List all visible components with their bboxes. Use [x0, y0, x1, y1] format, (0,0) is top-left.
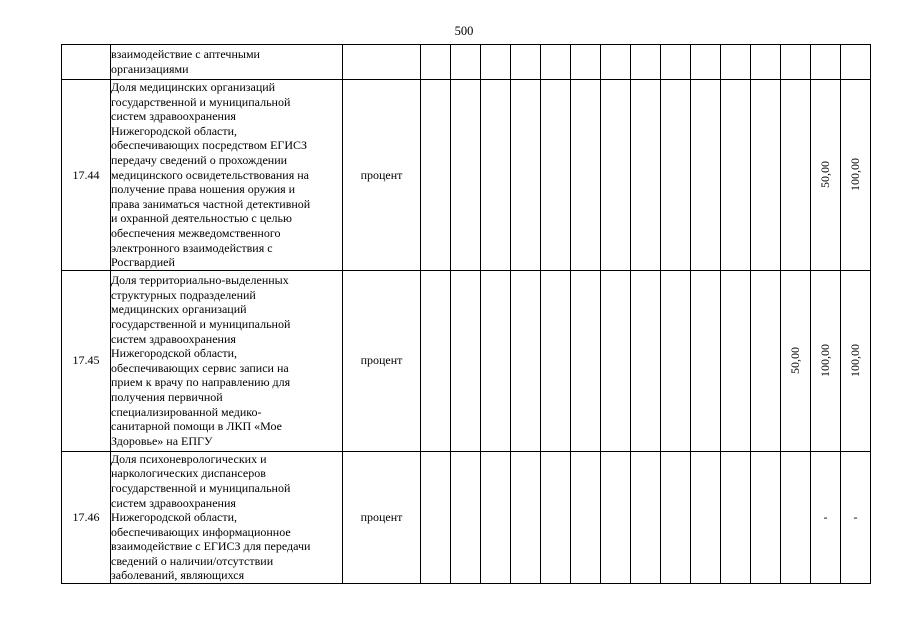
- value-cell: [451, 45, 481, 80]
- indicator-table: [61, 44, 871, 584]
- value-cell: [811, 80, 841, 271]
- indicator-name-line: Нижегородской области,: [111, 510, 238, 525]
- indicator-name-line: специализированной медико-: [111, 404, 262, 419]
- value-cell: [511, 80, 541, 271]
- indicator-name-line: наркологических диспансеров: [111, 466, 266, 481]
- value-cell: [721, 451, 751, 583]
- value-text: 100,00: [848, 158, 863, 192]
- indicator-name-line: обеспечивающих посредством ЕГИСЗ: [111, 138, 308, 153]
- value-cell: [571, 45, 601, 80]
- indicator-name-line: прием к врачу по направлению для: [111, 375, 291, 390]
- indicator-name-line: Росгвардией: [111, 255, 175, 270]
- value-cell: [811, 270, 841, 451]
- value-cell: [841, 45, 871, 80]
- value-cell: [481, 80, 511, 271]
- value-text: 50,00: [818, 161, 833, 189]
- value-cell: [691, 451, 721, 583]
- indicator-name-line: и охранной деятельностью с целью: [111, 211, 292, 226]
- value-cell: [631, 270, 661, 451]
- value-dash: -: [853, 510, 858, 525]
- row-number-cell: 17.44: [62, 80, 111, 271]
- row-number-cell: 17.46: [62, 451, 111, 583]
- indicator-name-line: взаимодействие с аптечными: [111, 47, 260, 62]
- value-cell: [601, 270, 631, 451]
- table-row: [62, 451, 871, 583]
- indicator-name-line: систем здравоохранения: [111, 495, 236, 510]
- value-cell: [451, 270, 481, 451]
- indicator-name-line: систем здравоохранения: [111, 109, 236, 124]
- indicator-name-line: организациями: [111, 62, 189, 76]
- value-cell: [601, 80, 631, 271]
- indicator-name-line: государственной и муниципальной: [111, 480, 291, 495]
- indicator-name-line: обеспечивающих информационное: [111, 524, 291, 539]
- value-cell: [781, 270, 811, 451]
- value-cell: [421, 80, 451, 271]
- table-row: [62, 45, 871, 80]
- indicator-name-line: Нижегородской области,: [111, 346, 238, 361]
- indicator-name-line: Доля психоневрологических и: [111, 451, 267, 466]
- value-cell: [751, 45, 781, 80]
- value-dash: -: [823, 510, 828, 525]
- unit-cell: процент: [343, 451, 421, 583]
- value-cell: [841, 80, 871, 271]
- indicator-name-line: заболеваний, являющихся: [111, 568, 245, 583]
- unit-cell: процент: [343, 270, 421, 451]
- value-cell: [511, 270, 541, 451]
- indicator-name-line: санитарной помощи в ЛКП «Мое: [111, 419, 282, 434]
- row-number-cell: [62, 45, 111, 80]
- value-cell: [691, 270, 721, 451]
- value-cell: [421, 451, 451, 583]
- value-cell: [811, 45, 841, 80]
- value-cell: [841, 270, 871, 451]
- value-cell: [511, 451, 541, 583]
- value-text: 50,00: [788, 347, 803, 375]
- value-cell: [571, 270, 601, 451]
- indicator-name-cell: [111, 270, 343, 451]
- value-text: 100,00: [848, 344, 863, 378]
- indicator-name-line: обеспечивающих сервис записи на: [111, 360, 289, 375]
- value-cell: [661, 451, 691, 583]
- value-cell: [571, 451, 601, 583]
- value-cell: [691, 45, 721, 80]
- value-cell: [451, 80, 481, 271]
- value-cell: [661, 45, 691, 80]
- indicator-name-line: получения первичной: [111, 389, 223, 404]
- value-cell: [781, 45, 811, 80]
- value-cell: [571, 80, 601, 271]
- value-cell: [601, 45, 631, 80]
- value-cell: [481, 270, 511, 451]
- row-number-cell: 17.45: [62, 270, 111, 451]
- unit-cell: процент: [343, 80, 421, 271]
- value-cell: [811, 451, 841, 583]
- value-cell: [481, 45, 511, 80]
- value-cell: [631, 80, 661, 271]
- value-cell: [781, 80, 811, 271]
- value-cell: [751, 451, 781, 583]
- value-cell: [541, 451, 571, 583]
- value-cell: [541, 80, 571, 271]
- value-cell: [691, 80, 721, 271]
- value-cell: [751, 80, 781, 271]
- value-cell: [631, 45, 661, 80]
- indicator-name-line: структурных подразделений: [111, 287, 256, 302]
- value-cell: [451, 451, 481, 583]
- indicator-name-line: медицинского освидетельствования на: [111, 167, 309, 182]
- indicator-name-line: права заниматься частной детективной: [111, 196, 311, 211]
- value-cell: [481, 451, 511, 583]
- indicator-name-line: обеспечения межведомственного: [111, 225, 281, 240]
- indicator-name-cell: [111, 451, 343, 583]
- indicator-name-line: взаимодействие с ЕГИСЗ для передачи: [111, 539, 311, 554]
- value-cell: [541, 45, 571, 80]
- value-cell: [721, 270, 751, 451]
- value-cell: [751, 270, 781, 451]
- value-cell: [541, 270, 571, 451]
- indicator-name-line: государственной и муниципальной: [111, 94, 291, 109]
- value-cell: [511, 45, 541, 80]
- indicator-name-line: передачу сведений о прохождении: [111, 152, 288, 167]
- value-cell: [841, 451, 871, 583]
- value-cell: [421, 45, 451, 80]
- indicator-name-line: Здоровье» на ЕПГУ: [111, 433, 213, 448]
- indicator-name-line: Нижегородской области,: [111, 123, 238, 138]
- value-cell: [601, 451, 631, 583]
- page-number: 500: [454, 24, 474, 38]
- indicator-name-line: систем здравоохранения: [111, 331, 236, 346]
- indicator-name-line: получение права ношения оружия и: [111, 182, 296, 197]
- table-row: [62, 80, 871, 271]
- indicator-name-line: сведений о наличии/отсутствии: [111, 553, 274, 568]
- indicator-name-line: Доля медицинских организаций: [111, 80, 276, 94]
- value-cell: [661, 270, 691, 451]
- value-cell: [631, 451, 661, 583]
- value-cell: [721, 45, 751, 80]
- indicator-name-cell: [111, 80, 343, 271]
- value-cell: [721, 80, 751, 271]
- indicator-name-cell: [111, 45, 343, 80]
- value-cell: [661, 80, 691, 271]
- value-cell: [421, 270, 451, 451]
- value-text: 100,00: [818, 344, 833, 378]
- table-row: [62, 270, 871, 451]
- indicator-name-line: электронного взаимодействия с: [111, 240, 273, 255]
- unit-cell: [343, 45, 421, 80]
- indicator-name-line: медицинских организаций: [111, 302, 247, 317]
- value-cell: [781, 451, 811, 583]
- indicator-name-line: Доля территориально-выделенных: [111, 273, 289, 288]
- indicator-name-line: государственной и муниципальной: [111, 316, 291, 331]
